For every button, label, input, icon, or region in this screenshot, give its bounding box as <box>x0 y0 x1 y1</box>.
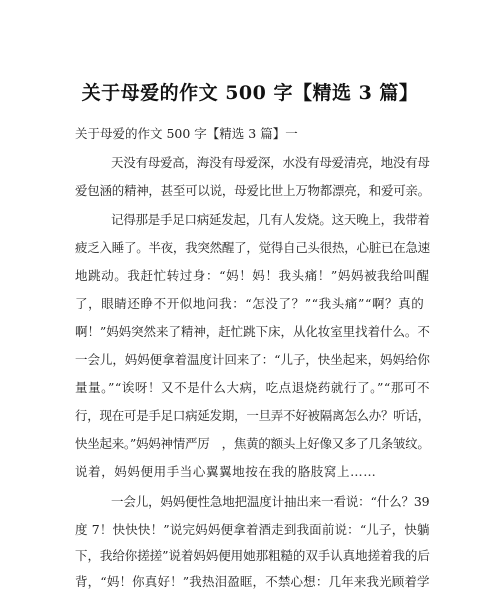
paragraph-line: 记得那是手足口病延发起，几有人发烧。这天晚上，我带着 <box>111 212 430 227</box>
paragraph-line: 地跳动。我赶忙转过身：“妈！妈！我头痛！”妈妈被我给叫醒 <box>75 268 430 283</box>
paragraph-line: 疲乏入睡了。半夜，我突然醒了，觉得自己头很热，心脏已在急速 <box>75 240 430 255</box>
paragraph-line: 一会儿，妈妈便性急地把温度计抽出来一看说：“什么？39 <box>111 494 430 509</box>
document-title: 关于母爱的作文 500 字【精选 3 篇】 <box>81 82 419 104</box>
paragraph-line: 量量。”“诶呀！又不是什么大病，吃点退烧药就行了。”“那可不 <box>75 380 431 395</box>
paragraph-line: 一会儿，妈妈便拿着温度计回来了：“儿子，快坐起来，妈妈给你 <box>75 352 430 367</box>
document-subtitle: 关于母爱的作文 500 字【精选 3 篇】一 <box>75 126 298 141</box>
paragraph-line: 了，眼睛还睁不开似地问我：“怎没了？”“我头痛”“啊？真的 <box>75 296 425 311</box>
paragraph-line: 爱包涵的精神，甚至可以说，母爱比世上万物都漂亮，和爱可亲。 <box>75 183 430 198</box>
paragraph-line: 快坐起来。”妈妈神情严厉 ，焦黄的额头上好像又多了几条皱纹。 <box>75 436 430 451</box>
paragraph-line: 背，“妈！你真好！”我热泪盈眶，不禁心想：几年来我光顾着学 <box>75 574 430 589</box>
paragraph-line: 啊！”妈妈突然来了精神，赶忙跳下床，从化妆室里找着什么。不 <box>75 324 430 339</box>
paragraph-line: 行，现在可是手足口病延发期，一旦弄不好被隔离怎么办？听话， <box>75 408 430 423</box>
paragraph-line: 说着，妈妈便用手当心翼翼地按在我的胳肢窝上…… <box>75 464 377 479</box>
paragraph-line: 天没有母爱高，海没有母爱深，水没有母爱清亮，地没有母 <box>111 155 430 170</box>
paragraph-line: 度 7！快快快！”说完妈妈便拿着酒走到我面前说：“儿子，快躺 <box>75 522 430 537</box>
paragraph-line: 下，我给你搓搓”说着妈妈便用她那粗糙的双手认真地搓着我的后 <box>75 548 430 563</box>
